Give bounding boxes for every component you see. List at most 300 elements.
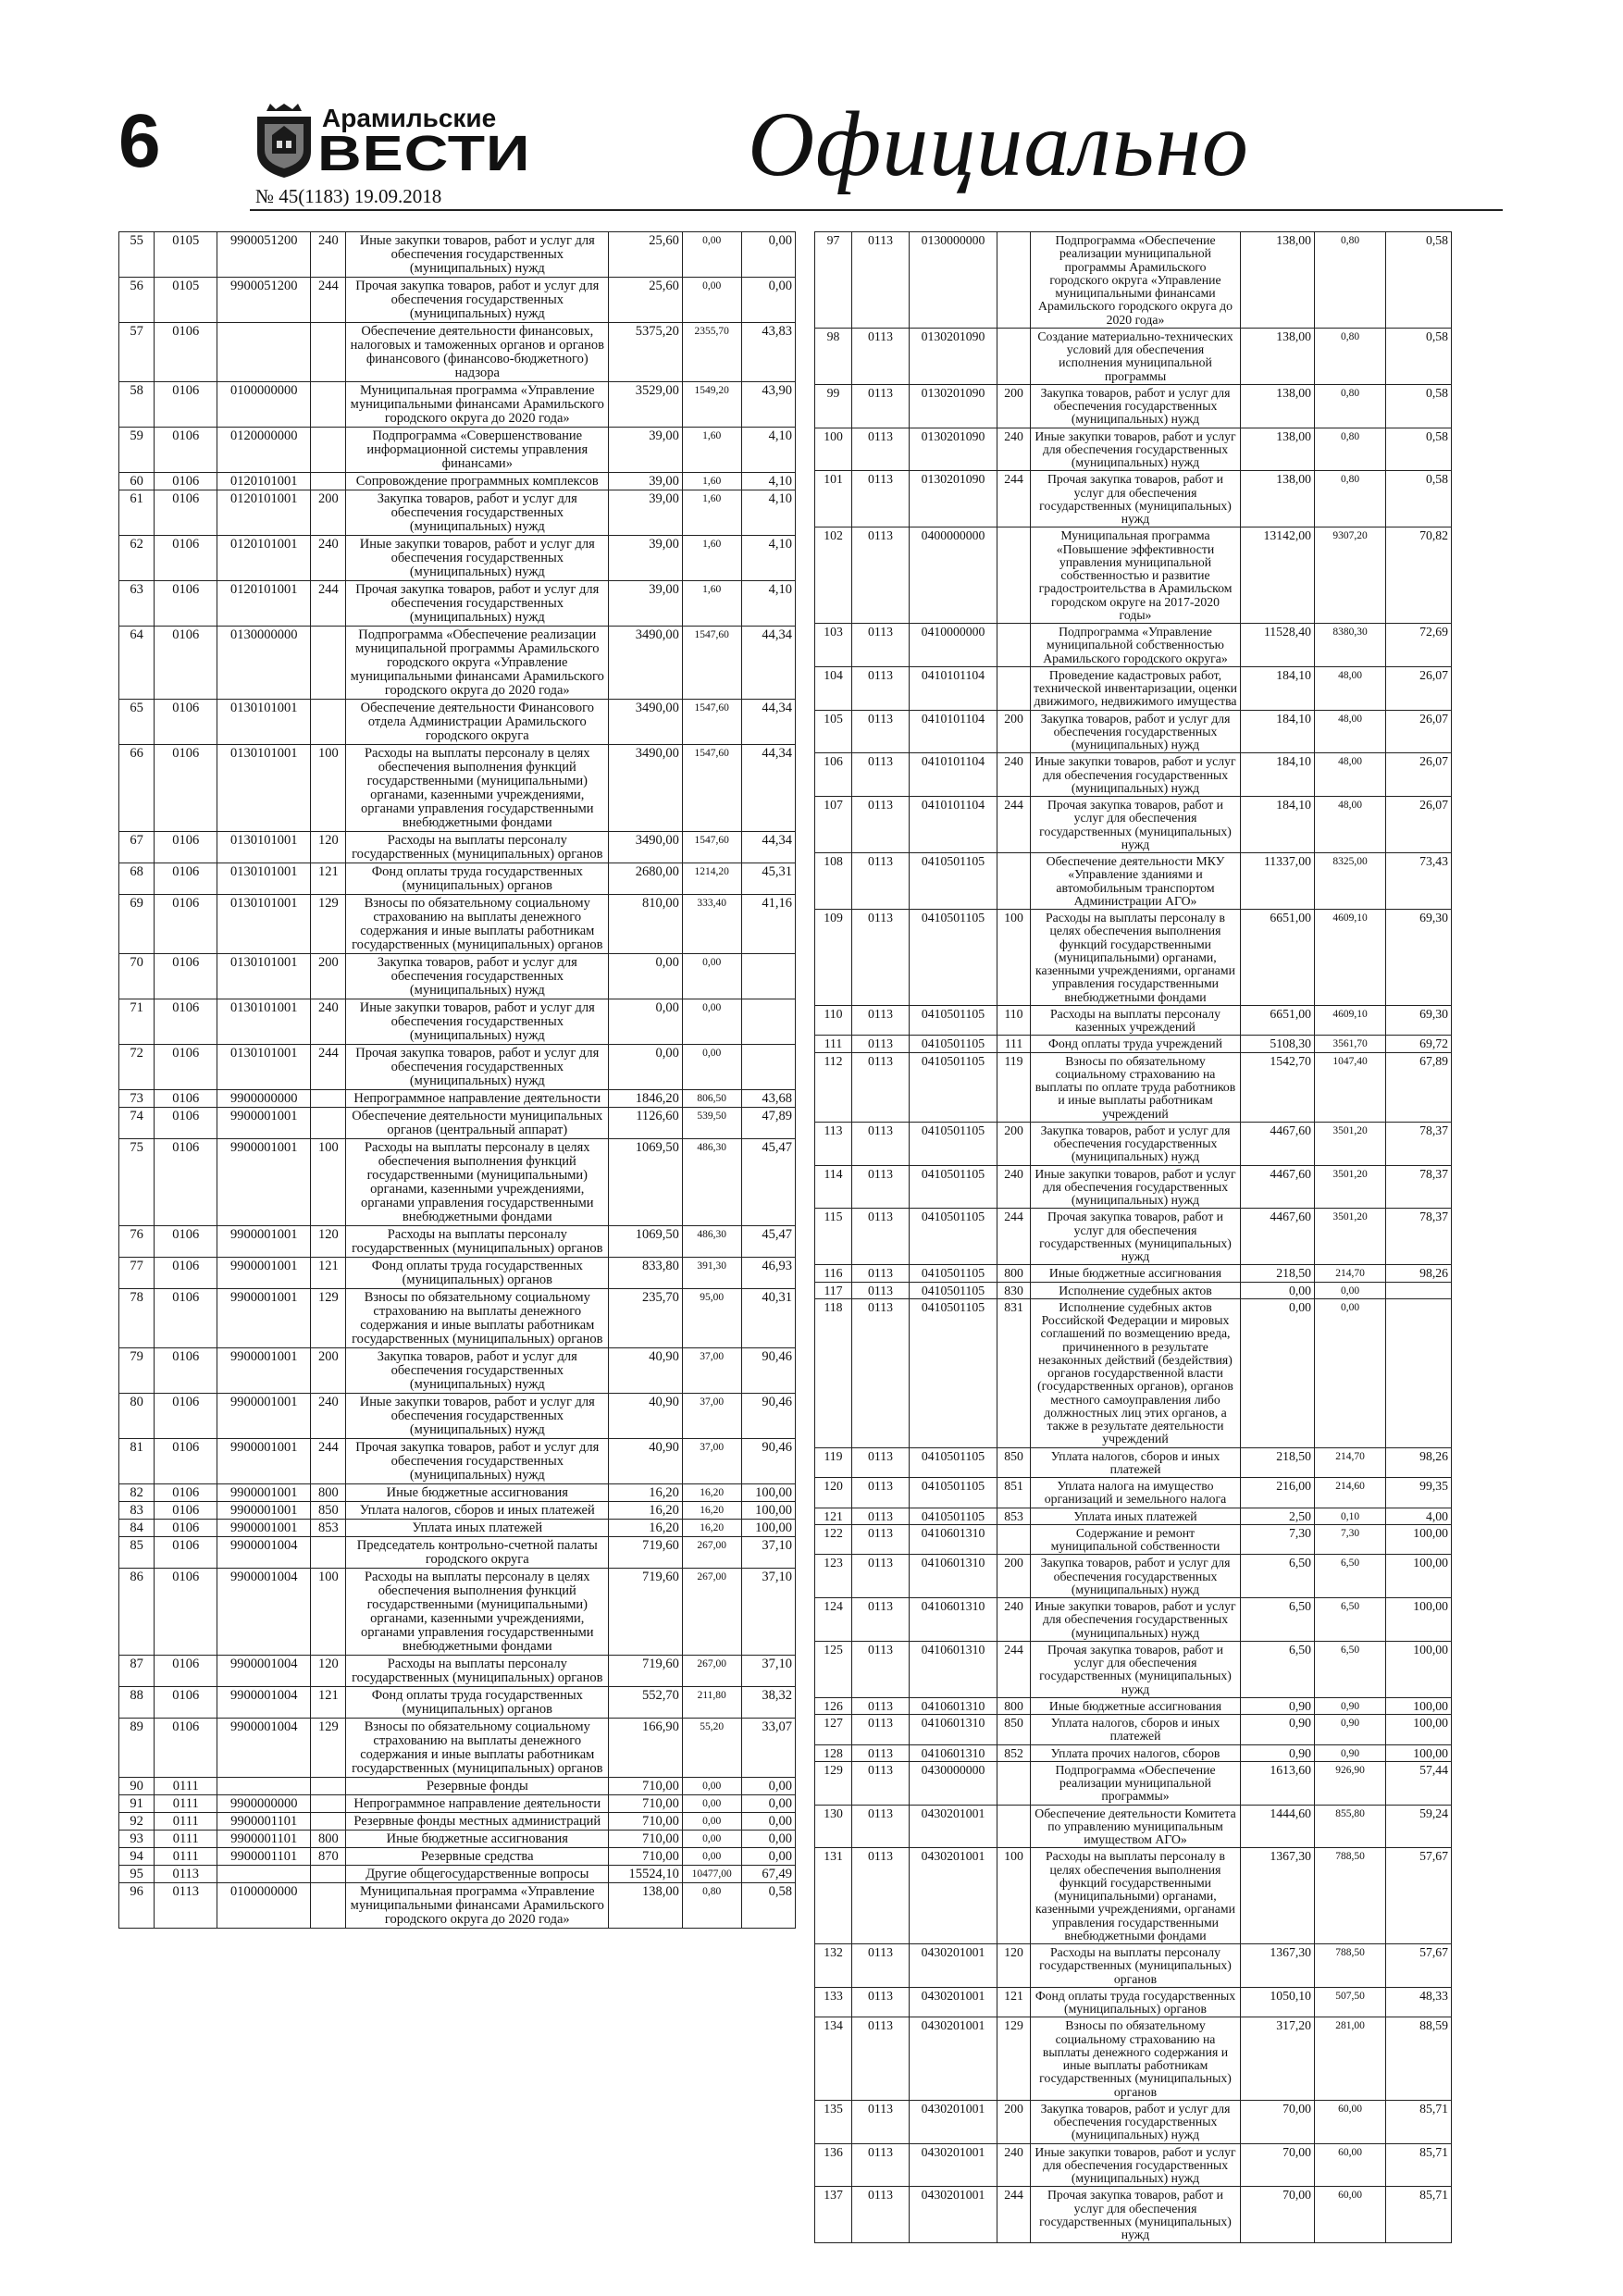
target-code: 9900001101 [217,1848,311,1866]
item-name: Фонд оплаты труда государственных (муниципальных) органов [346,1687,609,1719]
expense-type: 240 [311,1394,346,1439]
table-row [815,1052,1452,1122]
expense-type [997,666,1031,710]
row-number: 76 [119,1226,155,1258]
plan-amount: 6651,00 [1241,1005,1315,1036]
table-row [815,1555,1452,1598]
plan-amount: 1846,20 [609,1090,683,1108]
plan-amount: 1542,70 [1241,1052,1315,1122]
plan-amount: 166,90 [609,1719,683,1778]
plan-amount: 216,00 [1241,1478,1315,1508]
plan-amount: 40,90 [609,1348,683,1394]
row-number: 129 [815,1761,852,1805]
row-number: 106 [815,753,852,797]
expense-type [311,1795,346,1813]
executed-amount: 214,60 [1315,1478,1386,1508]
expense-type [997,1524,1031,1555]
row-number: 60 [119,473,155,490]
table-row [119,1778,796,1795]
table-row [815,1036,1452,1052]
row-number: 132 [815,1944,852,1988]
target-code: 0410501105 [910,1005,997,1036]
execution-percent: 33,07 [741,1719,795,1778]
item-name: Подпрограмма «Совершенствование информационной системы управления финансами» [346,428,609,473]
plan-amount: 1444,60 [1241,1805,1315,1848]
item-name: Иные бюджетные ассигнования [1031,1265,1241,1282]
execution-percent: 59,24 [1386,1805,1452,1848]
expense-type: 240 [997,1165,1031,1209]
executed-amount: 333,40 [682,895,741,954]
row-number: 75 [119,1139,155,1226]
executed-amount: 855,80 [1315,1805,1386,1848]
execution-percent: 0,00 [741,278,795,323]
target-code: 0130101001 [217,832,311,863]
execution-percent: 37,10 [741,1569,795,1656]
item-name: Исполнение судебных актов [1031,1282,1241,1298]
expense-type: 121 [311,863,346,895]
execution-percent: 44,34 [741,700,795,745]
target-code: 0410501105 [910,1052,997,1122]
item-name: Прочая закупка товаров, работ и услуг для обеспечения государственных (муниципальных) нужд [1031,797,1241,853]
row-number: 92 [119,1813,155,1831]
plan-amount: 0,00 [609,999,683,1045]
row-number: 80 [119,1394,155,1439]
table-row [119,1883,796,1929]
target-code: 0100000000 [217,382,311,428]
target-code: 0120101001 [217,536,311,581]
item-name: Закупка товаров, работ и услуг для обеспечения государственных (муниципальных) нужд [1031,1122,1241,1165]
execution-percent [1386,1282,1452,1298]
section-code: 0106 [155,745,217,832]
plan-amount: 39,00 [609,581,683,627]
executed-amount: 1549,20 [682,382,741,428]
plan-amount: 39,00 [609,490,683,536]
executed-amount: 3501,20 [1315,1165,1386,1209]
expense-type: 853 [997,1508,1031,1524]
target-code: 0400000000 [910,527,997,624]
section-code: 0113 [852,853,910,910]
expense-type: 244 [311,1045,346,1090]
execution-percent: 4,00 [1386,1508,1452,1524]
executed-amount: 0,80 [1315,384,1386,428]
execution-percent: 67,89 [1386,1052,1452,1122]
row-number: 100 [815,428,852,471]
target-code: 9900001001 [217,1502,311,1520]
execution-percent: 57,44 [1386,1761,1452,1805]
item-name: Закупка товаров, работ и услуг для обеспечения государственных (муниципальных) нужд [346,954,609,999]
row-number: 137 [815,2187,852,2243]
target-code: 0130101001 [217,895,311,954]
item-name: Взносы по обязательному социальному страхованию на выплаты денежного содержания и иные выплаты работникам государственных (муниципальных) органов [346,895,609,954]
table-row [119,1687,796,1719]
table-row [815,1987,1452,2017]
table-row [119,1108,796,1139]
row-number: 68 [119,863,155,895]
expense-type [311,1866,346,1883]
table-row [119,1045,796,1090]
section-code: 0113 [852,1987,910,2017]
target-code: 9900001004 [217,1719,311,1778]
expense-type: 830 [997,1282,1031,1298]
plan-amount: 70,00 [1241,2143,1315,2187]
table-row [119,428,796,473]
expense-type: 850 [997,1447,1031,1478]
item-name: Резервные средства [346,1848,609,1866]
expense-type [311,1778,346,1795]
section-code: 0106 [155,1439,217,1484]
item-name: Муниципальная программа «Повышение эффективности управления муниципальной собственностью и развитие градостроительства в Арамильском городском округе на 2017-2020 годы» [1031,527,1241,624]
target-code: 9900001001 [217,1139,311,1226]
item-name: Резервные фонды местных администраций [346,1813,609,1831]
execution-percent: 69,72 [1386,1036,1452,1052]
executed-amount: 1,60 [682,490,741,536]
item-name: Председатель контрольно-счетной палаты городского округа [346,1537,609,1569]
section-code: 0106 [155,428,217,473]
section-code: 0113 [852,2143,910,2187]
expense-type: 240 [311,999,346,1045]
plan-amount: 13142,00 [1241,527,1315,624]
item-name: Муниципальная программа «Управление муниципальными финансами Арамильского городского округа до 2020 года» [346,1883,609,1929]
execution-percent: 100,00 [1386,1555,1452,1598]
target-code: 9900001004 [217,1569,311,1656]
row-number: 131 [815,1848,852,1944]
execution-percent: 43,83 [741,323,795,382]
expense-type: 121 [997,1987,1031,2017]
executed-amount: 60,00 [1315,2100,1386,2143]
item-name: Закупка товаров, работ и услуг для обеспечения государственных (муниципальных) нужд [346,1348,609,1394]
execution-percent: 38,32 [741,1687,795,1719]
execution-percent: 88,59 [1386,2017,1452,2101]
executed-amount: 267,00 [682,1569,741,1656]
expense-type [997,328,1031,384]
section-code: 0113 [852,1036,910,1052]
execution-percent: 44,34 [741,832,795,863]
expense-type: 244 [311,1439,346,1484]
executed-amount: 0,00 [1315,1298,1386,1447]
section-code: 0106 [155,1719,217,1778]
item-name: Иные закупки товаров, работ и услуг для обеспечения государственных (муниципальных) нужд [1031,428,1241,471]
plan-amount: 719,60 [609,1537,683,1569]
executed-amount: 37,00 [682,1394,741,1439]
table-row [119,1569,796,1656]
plan-amount: 1613,60 [1241,1761,1315,1805]
execution-percent: 85,71 [1386,2187,1452,2243]
item-name: Расходы на выплаты персоналу государственных (муниципальных) органов [1031,1944,1241,1988]
execution-percent: 100,00 [741,1484,795,1502]
plan-amount: 6,50 [1241,1598,1315,1642]
plan-amount: 5375,20 [609,323,683,382]
executed-amount: 0,90 [1315,1697,1386,1714]
item-name: Фонд оплаты труда государственных (муниципальных) органов [1031,1987,1241,2017]
plan-amount: 16,20 [609,1484,683,1502]
table-row [815,1805,1452,1848]
execution-percent: 0,58 [1386,471,1452,527]
table-row [119,278,796,323]
table-row [815,753,1452,797]
row-number: 64 [119,627,155,700]
row-number: 121 [815,1508,852,1524]
row-number: 107 [815,797,852,853]
table-row [119,1813,796,1831]
plan-amount: 552,70 [609,1687,683,1719]
table-row [815,1298,1452,1447]
executed-amount: 60,00 [1315,2187,1386,2243]
section-code: 0113 [852,624,910,667]
execution-percent: 43,90 [741,382,795,428]
expense-type [997,232,1031,329]
executed-amount: 214,70 [1315,1447,1386,1478]
item-name: Расходы на выплаты персоналу в целях обеспечения выполнения функций государственными (муниципальными) органами, казенными учреждениями, органами управления государственными внебюджетными фондами [1031,910,1241,1006]
item-name: Создание материально-технических условий для обеспечения исполнения муниципальной программы [1031,328,1241,384]
expense-type [311,1813,346,1831]
brand-subtitle: Арамильские [322,104,497,132]
plan-amount: 2,50 [1241,1508,1315,1524]
target-code: 9900001004 [217,1687,311,1719]
item-name: Расходы на выплаты персоналу государственных (муниципальных) органов [346,1226,609,1258]
section-code: 0106 [155,1484,217,1502]
item-name: Иные закупки товаров, работ и услуг для обеспечения государственных (муниципальных) нужд [346,999,609,1045]
item-name: Уплата иных платежей [346,1520,609,1537]
table-row [815,710,1452,753]
executed-amount: 95,00 [682,1289,741,1348]
target-code: 0130201090 [910,471,997,527]
expense-type: 200 [997,384,1031,428]
plan-amount: 138,00 [1241,232,1315,329]
expense-type: 240 [997,753,1031,797]
plan-amount: 138,00 [609,1883,683,1929]
expense-type: 129 [311,895,346,954]
target-code: 9900051200 [217,232,311,278]
table-row [119,1226,796,1258]
execution-percent: 70,82 [1386,527,1452,624]
item-name: Уплата иных платежей [1031,1508,1241,1524]
target-code: 0410601310 [910,1715,997,1745]
target-code: 9900001001 [217,1226,311,1258]
plan-amount: 0,00 [609,1045,683,1090]
executed-amount: 4609,10 [1315,1005,1386,1036]
row-number: 117 [815,1282,852,1298]
target-code: 0410601310 [910,1697,997,1714]
execution-percent: 4,10 [741,536,795,581]
row-number: 103 [815,624,852,667]
expense-type: 100 [311,1139,346,1226]
item-name: Иные бюджетные ассигнования [346,1484,609,1502]
executed-amount: 0,00 [682,232,741,278]
plan-amount: 6,50 [1241,1555,1315,1598]
plan-amount: 184,10 [1241,753,1315,797]
item-name: Обеспечение деятельности финансовых, налоговых и таможенных органов и органов финансового (финансово-бюджетного) надзора [346,323,609,382]
execution-percent: 85,71 [1386,2100,1452,2143]
item-name: Исполнение судебных актов Российской Федерации и мировых соглашений по возмещению вреда, причиненного в результате незаконных действий (бездействия) органов государственной власти (государственных органов), органов местного самоуправления либо должностных лиц этих органов, а также в результате деятельности учреждений [1031,1298,1241,1447]
target-code: 0130201090 [910,428,997,471]
table-row [815,1508,1452,1524]
section-code: 0106 [155,1258,217,1289]
table-row [815,2017,1452,2101]
expense-type: 200 [997,1555,1031,1598]
execution-percent: 67,49 [741,1866,795,1883]
row-number: 102 [815,527,852,624]
row-number: 63 [119,581,155,627]
plan-amount: 4467,60 [1241,1122,1315,1165]
row-number: 88 [119,1687,155,1719]
row-number: 105 [815,710,852,753]
target-code: 0410101104 [910,797,997,853]
table-row [815,1641,1452,1697]
executed-amount: 0,00 [682,1795,741,1813]
table-row [815,1944,1452,1988]
plan-amount: 710,00 [609,1778,683,1795]
execution-percent: 100,00 [1386,1744,1452,1761]
table-row [119,954,796,999]
executed-amount: 6,50 [1315,1641,1386,1697]
executed-amount: 3561,70 [1315,1036,1386,1052]
executed-amount: 1547,60 [682,832,741,863]
plan-amount: 710,00 [609,1831,683,1848]
item-name: Расходы на выплаты персоналу в целях обеспечения выполнения функций государственными (муниципальными) органами, казенными учреждениями, органами управления государственными внебюджетными фондами [346,1569,609,1656]
section-code: 0113 [852,428,910,471]
executed-amount: 1,60 [682,581,741,627]
target-code: 9900001001 [217,1348,311,1394]
execution-percent: 0,00 [741,1848,795,1866]
item-name: Взносы по обязательному социальному страхованию на выплаты денежного содержания и иные выплаты работникам государственных (муниципальных) органов [346,1719,609,1778]
executed-amount: 1547,60 [682,700,741,745]
section-code: 0113 [155,1866,217,1883]
item-name: Закупка товаров, работ и услуг для обеспечения государственных (муниципальных) нужд [346,490,609,536]
section-code: 0106 [155,1090,217,1108]
executed-amount: 539,50 [682,1108,741,1139]
target-code: 0410601310 [910,1598,997,1642]
execution-percent: 99,35 [1386,1478,1452,1508]
plan-amount: 40,90 [609,1439,683,1484]
execution-percent: 26,07 [1386,753,1452,797]
executed-amount: 7,30 [1315,1524,1386,1555]
table-row [119,1537,796,1569]
target-code: 0100000000 [217,1883,311,1929]
row-number: 56 [119,278,155,323]
section-code: 0106 [155,1520,217,1537]
plan-amount: 25,60 [609,278,683,323]
table-row [119,1090,796,1108]
item-name: Прочая закупка товаров, работ и услуг для обеспечения государственных (муниципальных) нужд [1031,471,1241,527]
plan-amount: 6,50 [1241,1641,1315,1697]
expense-type [997,1805,1031,1848]
section-code: 0106 [155,832,217,863]
table-row [119,1258,796,1289]
item-name: Сопровождение программных комплексов [346,473,609,490]
item-name: Уплата прочих налогов, сборов [1031,1744,1241,1761]
execution-percent: 26,07 [1386,797,1452,853]
section-code: 0106 [155,1139,217,1226]
item-name: Иные бюджетные ассигнования [1031,1697,1241,1714]
expense-type: 121 [311,1687,346,1719]
execution-percent: 0,58 [1386,428,1452,471]
executed-amount: 6,50 [1315,1555,1386,1598]
table-row [119,863,796,895]
expense-type: 244 [997,471,1031,527]
section-code: 0113 [852,1165,910,1209]
table-row [119,323,796,382]
execution-percent [741,1045,795,1090]
plan-amount: 719,60 [609,1569,683,1656]
target-code [217,323,311,382]
executed-amount: 1,60 [682,428,741,473]
section-code: 0113 [852,910,910,1006]
table-row [815,1265,1452,1282]
row-number: 94 [119,1848,155,1866]
execution-percent: 78,37 [1386,1209,1452,1265]
execution-percent: 98,26 [1386,1447,1452,1478]
table-row [815,471,1452,527]
table-row [815,1715,1452,1745]
section-code: 0105 [155,278,217,323]
expense-type: 240 [311,536,346,581]
executed-amount: 2355,70 [682,323,741,382]
expense-type: 200 [997,1122,1031,1165]
item-name: Содержание и ремонт муниципальной собственности [1031,1524,1241,1555]
execution-percent [1386,1298,1452,1447]
plan-amount: 1367,30 [1241,1944,1315,1988]
section-code: 0106 [155,323,217,382]
row-number: 72 [119,1045,155,1090]
plan-amount: 138,00 [1241,471,1315,527]
executed-amount: 1,60 [682,536,741,581]
item-name: Взносы по обязательному социальному страхованию на выплаты денежного содержания и иные выплаты работникам государственных (муниципальных) органов [346,1289,609,1348]
row-number: 109 [815,910,852,1006]
plan-amount: 0,90 [1241,1697,1315,1714]
row-number: 81 [119,1439,155,1484]
table-row [119,1866,796,1883]
table-row [119,1831,796,1848]
item-name: Обеспечение деятельности МКУ «Управление зданиями и автомобильным транспортом Администрации АГО» [1031,853,1241,910]
target-code: 0410601310 [910,1744,997,1761]
target-code: 0410101104 [910,666,997,710]
plan-amount: 2680,00 [609,863,683,895]
row-number: 55 [119,232,155,278]
plan-amount: 3529,00 [609,382,683,428]
expense-type: 850 [997,1715,1031,1745]
table-row [815,328,1452,384]
plan-amount: 4467,60 [1241,1209,1315,1265]
plan-amount: 218,50 [1241,1265,1315,1282]
section-code: 0106 [155,1348,217,1394]
executed-amount: 0,00 [682,1045,741,1090]
expense-type: 800 [311,1831,346,1848]
city-emblem-icon [252,104,316,180]
plan-amount: 138,00 [1241,328,1315,384]
row-number: 135 [815,2100,852,2143]
item-name: Подпрограмма «Управление муниципальной собственностью Арамильского городского округа» [1031,624,1241,667]
section-title: Официально [748,93,1249,195]
section-code: 0113 [852,1478,910,1508]
execution-percent: 0,00 [741,1831,795,1848]
section-code: 0111 [155,1813,217,1831]
section-code: 0113 [852,1805,910,1848]
table-row [119,536,796,581]
row-number: 59 [119,428,155,473]
item-name: Расходы на выплаты персоналу в целях обеспечения выполнения функций государственными (муниципальными) органами, казенными учреждениями, органами управления государственными внебюджетными фондами [346,1139,609,1226]
executed-amount: 0,00 [682,1831,741,1848]
table-row [119,1848,796,1866]
expense-type: 200 [997,2100,1031,2143]
target-code: 0130101001 [217,954,311,999]
execution-percent: 72,69 [1386,624,1452,667]
executed-amount: 0,00 [682,1778,741,1795]
plan-amount: 833,80 [609,1258,683,1289]
expense-type: 120 [311,1656,346,1687]
execution-percent: 100,00 [741,1502,795,1520]
execution-percent: 90,46 [741,1394,795,1439]
executed-amount: 48,00 [1315,753,1386,797]
